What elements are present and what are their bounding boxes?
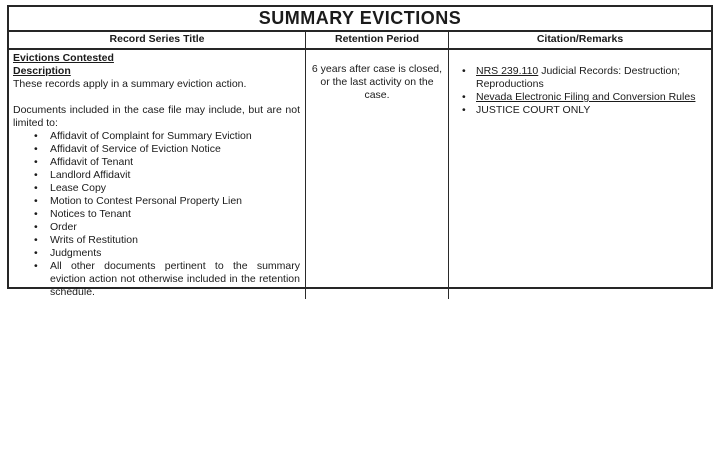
document-item-label: Judgments	[50, 247, 102, 259]
list-item	[13, 143, 300, 156]
list-item	[13, 195, 300, 208]
list-item	[13, 234, 300, 247]
bullet-icon: •	[462, 91, 466, 103]
bullet-icon: •	[34, 195, 38, 207]
column-header-record-series-title: Record Series Title	[9, 32, 306, 48]
list-item	[13, 156, 300, 169]
column-header-retention-period: Retention Period	[306, 32, 449, 48]
documents-list	[13, 130, 300, 299]
retention-period-text-line: or the last activity on the	[320, 76, 434, 88]
document-item-label: Writs of Restitution	[50, 234, 138, 246]
bullet-icon: •	[34, 169, 38, 181]
column-header-citation-remarks: Citation/Remarks	[536, 33, 624, 45]
document-item-label: Motion to Contest Personal Property Lien	[50, 195, 243, 207]
citation-item	[455, 65, 705, 91]
list-item	[13, 130, 300, 143]
document-item-label: Order	[50, 221, 77, 233]
citation-reference: NRS 239.110	[476, 65, 539, 77]
bullet-icon: •	[34, 182, 38, 194]
document-item-label: Lease Copy	[50, 182, 107, 194]
citation-text	[476, 65, 705, 91]
citation-item	[455, 104, 705, 117]
retention-period-text-line: case.	[364, 89, 390, 101]
bullet-icon: •	[34, 156, 38, 168]
citation-text	[476, 91, 705, 104]
bullet-icon: •	[34, 234, 38, 246]
citation-reference: JUSTICE COURT ONLY	[476, 104, 591, 116]
bullet-icon: •	[34, 130, 38, 142]
summary-evictions-table	[7, 5, 713, 298]
blank-line	[13, 91, 300, 104]
list-item	[13, 182, 300, 195]
documents-intro: Documents included in the case file may include, but are not limited to:	[13, 104, 300, 129]
document-item-label: All other documents pertinent to the summary eviction action not otherwise included in the retention schedule.	[50, 260, 300, 298]
citation-text	[476, 104, 705, 117]
bullet-icon: •	[34, 247, 38, 259]
bullet-icon: •	[34, 208, 38, 220]
citation-item	[455, 91, 705, 104]
table-header-row	[9, 32, 711, 50]
retention-period-text-line: 6 years after case is closed,	[311, 63, 443, 75]
list-item	[13, 260, 300, 299]
record-series-heading: Evictions Contested	[13, 52, 114, 64]
table-title: SUMMARY EVICTIONS	[9, 7, 711, 32]
bullet-icon: •	[34, 221, 38, 233]
table-body-row	[9, 50, 711, 299]
citation-reference: Nevada Electronic Filing and Conversion Rules	[476, 91, 696, 103]
bullet-icon: •	[34, 260, 38, 272]
retention-period-cell	[306, 50, 449, 299]
citation-remark: Judicial Records: Destruction; Reproductions	[476, 65, 681, 90]
list-item	[13, 221, 300, 234]
document-item-label: Affidavit of Complaint for Summary Eviction	[50, 130, 252, 142]
citation-remarks-cell	[449, 50, 711, 299]
list-item	[13, 208, 300, 221]
record-series-subheading: Description	[13, 65, 71, 77]
record-series-cell	[9, 50, 306, 299]
bullet-icon: •	[462, 104, 466, 116]
record-series-description: These records apply in a summary eviction action.	[13, 78, 247, 90]
document-item-label: Affidavit of Service of Eviction Notice	[50, 143, 221, 155]
bullet-icon: •	[34, 143, 38, 155]
list-item	[13, 169, 300, 182]
document-item-label: Notices to Tenant	[50, 208, 131, 220]
bullet-icon: •	[462, 65, 466, 77]
document-item-label: Landlord Affidavit	[50, 169, 131, 181]
document-item-label: Affidavit of Tenant	[50, 156, 134, 168]
list-item	[13, 247, 300, 260]
